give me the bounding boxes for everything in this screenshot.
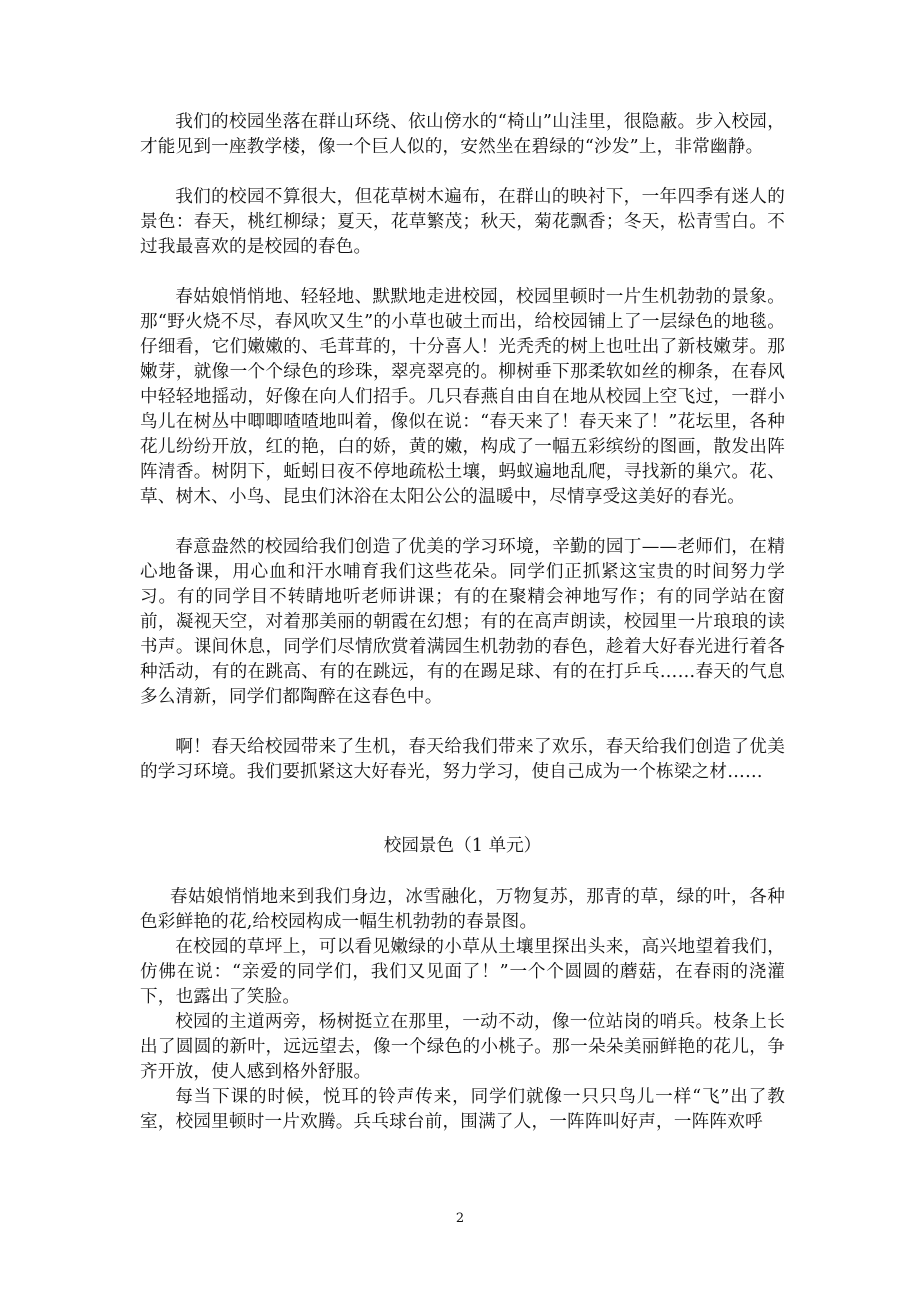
paragraph: 在校园的草坪上，可以看见嫩绿的小草从土壤里探出头来，高兴地望着我们，仿佛在说：“亲爱的同学们，我们又见面了！”一个个圆圆的蘑菇，在春雨的浇灌下，也露出了笑脸。 (140, 937, 785, 1007)
document-body (140, 110, 785, 1135)
paragraph: 我们的校园不算很大，但花草树木遍布，在群山的映衬下，一年四季有迷人的景色：春天，桃红柳绿；夏天，花草繁茂；秋天，菊花飘香；冬天，松青雪白。不过我最喜欢的是校园的春色。 (140, 187, 785, 257)
paragraph: 春姑娘悄悄地来到我们身边，冰雪融化，万物复苏，那青的草，绿的叶，各种色彩鲜艳的花,给校园构成一幅生机勃勃的春景图。 (140, 887, 785, 932)
paragraph: 春姑娘悄悄地、轻轻地、默默地走进校园，校园里顿时一片生机勃勃的景象。那“野火烧不尽，春风吹又生”的小草也破土而出，给校园铺上了一层绿色的地毯。仔细看，它们嫩嫩的、毛茸茸的，十分喜人！光秃秃的树上也吐出了新枝嫩芽。那嫩芽，就像一个个绿色的珍珠，翠亮翠亮的。柳树垂下那柔软如丝的柳条，在春风中轻轻地摇动，好像在向人们招手。几只春燕自由自在地从校园上空飞过，一群小鸟儿在树丛中唧唧喳喳地叫着，像似在说：“春天来了！春天来了！”花坛里，各种花儿纷纷开放，红的艳，白的娇，黄的嫩，构成了一幅五彩缤纷的图画，散发出阵阵清香。树阴下，蚯蚓日夜不停地疏松土壤，蚂蚁遍地乱爬，寻找新的巢穴。花、草、树木、小鸟、昆虫们沐浴在太阳公公的温暖中，尽情享受这美好的春光。 (140, 287, 785, 507)
paragraph: 校园的主道两旁，杨树挺立在那里，一动不动，像一位站岗的哨兵。枝条上长出了圆圆的新叶，远远望去，像一个绿色的小桃子。那一朵朵美丽鲜艳的花儿，争齐开放，使人感到格外舒服。 (140, 1012, 785, 1082)
paragraph: 每当下课的时候，悦耳的铃声传来，同学们就像一只只鸟儿一样“飞”出了教室，校园里顿时一片欢腾。兵乓球台前，围满了人，一阵阵叫好声，一阵阵欢呼 (140, 1087, 785, 1132)
essay-spring-campus (140, 110, 785, 785)
section-title: 校园景色（1 单元） (383, 836, 542, 856)
page-number: 2 (455, 1211, 465, 1226)
essay-campus-scenery (140, 885, 785, 1135)
paragraph: 我们的校园坐落在群山环绕、依山傍水的“椅山”山洼里，很隐蔽。步入校园，才能见到一座教学楼，像一个巨人似的，安然坐在碧绿的“沙发”上，非常幽静。 (140, 112, 785, 157)
paragraph: 啊！春天给校园带来了生机，春天给我们带来了欢乐，春天给我们创造了优美的学习环境。我们要抓紧这大好春光，努力学习，使自己成为一个栋梁之材…… (140, 737, 785, 782)
paragraph: 春意盎然的校园给我们创造了优美的学习环境，辛勤的园丁——老师们，在精心地备课，用心血和汗水哺育我们这些花朵。同学们正抓紧这宝贵的时间努力学习。有的同学目不转睛地听老师讲课；有的在聚精会神地写作；有的同学站在窗前，凝视天空，对着那美丽的朝霞在幻想；有的在高声朗读，校园里一片琅琅的读书声。课间休息，同学们尽情欣赏着满园生机勃勃的春色，趁着大好春光进行着各种活动，有的在跳高、有的在跳远，有的在踢足球、有的在打乒乓……春天的气息多么清新，同学们都陶醉在这春色中。 (140, 537, 785, 707)
